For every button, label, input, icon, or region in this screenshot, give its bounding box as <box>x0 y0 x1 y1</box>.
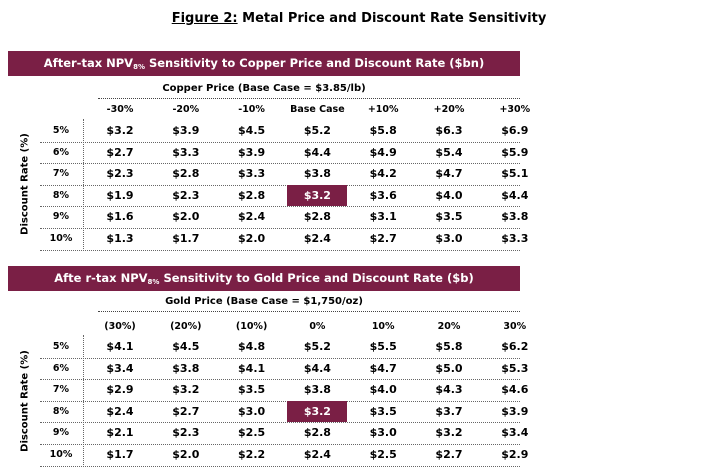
discount-rate-axis-label <box>10 121 40 247</box>
column-header: 0% <box>309 321 326 332</box>
banner-subscript: 8% <box>133 63 145 71</box>
copper-table-banner <box>8 51 520 76</box>
column-header: 30% <box>503 321 527 332</box>
table-cell: $1.3 <box>106 232 134 245</box>
row-header: 9% <box>52 427 70 439</box>
table-cell: $3.3 <box>238 167 266 181</box>
table-cell: $3.2 <box>435 426 463 440</box>
table-cell: $3.0 <box>435 232 463 245</box>
table-cell: $2.3 <box>172 426 200 440</box>
table-cell: $4.8 <box>238 340 266 353</box>
subheading-divider <box>98 98 520 99</box>
table-cell: $3.2 <box>172 383 200 397</box>
table-cell: $3.4 <box>501 426 529 440</box>
table-cell: $5.0 <box>435 361 463 375</box>
table-cell: $5.5 <box>369 340 397 353</box>
table-cell: $4.3 <box>435 383 463 397</box>
table-cell: $5.9 <box>501 145 529 159</box>
table-cell: $2.0 <box>172 210 200 224</box>
table-cell: $4.4 <box>303 145 331 159</box>
table-cell: $4.0 <box>435 188 463 202</box>
table-cell: $3.6 <box>369 188 397 202</box>
row-header: 9% <box>52 211 70 223</box>
table-cell: $2.4 <box>303 232 331 245</box>
table-cell: $3.9 <box>501 404 529 418</box>
row-header: 7% <box>52 384 70 396</box>
table-cell: $4.1 <box>106 340 134 353</box>
table-cell: $5.4 <box>435 145 463 159</box>
copper-price-subheading: Copper Price (Base Case = $3.85/lb) <box>162 83 366 94</box>
table-cell: $5.8 <box>435 340 463 353</box>
column-header: (10%) <box>235 321 268 332</box>
table-cell: $3.0 <box>238 404 266 418</box>
table-cell: $2.5 <box>238 426 266 440</box>
table-cell: $4.2 <box>369 167 397 181</box>
row-header: 8% <box>52 405 70 417</box>
table-cell: $1.7 <box>172 232 200 245</box>
table-cell: $3.3 <box>172 145 200 159</box>
column-header: +30% <box>499 104 531 115</box>
gold-table-banner <box>8 266 520 291</box>
row-header: 7% <box>52 168 70 180</box>
table-cell: $3.8 <box>501 210 529 224</box>
table-cell: $1.9 <box>106 188 134 202</box>
table-cell: $3.5 <box>435 210 463 224</box>
row-header: 8% <box>52 189 70 201</box>
base-case-cell: $3.2 <box>287 401 347 422</box>
column-header: (20%) <box>170 321 202 332</box>
table-cell: $3.7 <box>435 404 463 418</box>
row-header-divider <box>83 335 84 465</box>
row-divider <box>40 250 520 251</box>
row-divider <box>40 466 520 467</box>
table-cell: $6.3 <box>435 124 463 137</box>
table-cell: $3.9 <box>238 145 266 159</box>
table-cell: $2.2 <box>238 448 266 461</box>
copper-sensitivity-table <box>8 51 531 251</box>
column-header: -10% <box>238 104 265 115</box>
table-cell: $6.2 <box>501 340 529 353</box>
figure-title <box>0 11 718 26</box>
table-cell: $5.2 <box>303 340 331 353</box>
table-cell: $3.0 <box>369 426 397 440</box>
table-cell: $4.5 <box>238 124 266 137</box>
table-cell: $2.7 <box>172 404 200 418</box>
row-header: 5% <box>52 341 70 352</box>
discount-rate-axis-label <box>10 336 40 466</box>
column-header: +20% <box>433 104 465 115</box>
table-cell: $2.9 <box>106 383 134 397</box>
column-header: -30% <box>106 104 134 115</box>
table-cell: $2.8 <box>303 426 331 440</box>
axis-label-text: Discount Rate (%) <box>19 133 31 235</box>
banner-text-pre: After-tax NPV <box>43 56 134 70</box>
table-cell: $3.5 <box>369 404 397 418</box>
table-cell: $4.4 <box>501 188 529 202</box>
banner-text-pre: Afte r-tax NPV <box>54 271 148 285</box>
column-header: +10% <box>367 104 399 115</box>
table-cell: $6.9 <box>501 124 529 137</box>
table-cell: $2.7 <box>106 145 134 159</box>
base-case-cell: $3.2 <box>287 185 347 206</box>
column-header: 20% <box>437 321 461 332</box>
table-cell: $3.3 <box>501 232 529 245</box>
table-cell: $2.7 <box>435 448 463 461</box>
table-cell: $3.5 <box>238 383 266 397</box>
table-cell: $5.2 <box>303 124 331 137</box>
table-cell: $3.8 <box>303 167 331 181</box>
table-cell: $5.1 <box>501 167 529 181</box>
table-cell: $3.8 <box>303 383 331 397</box>
table-cell: $2.0 <box>172 448 200 461</box>
column-header: 10% <box>371 321 395 332</box>
subheading-divider <box>98 311 520 312</box>
gold-price-subheading: Gold Price (Base Case = $1,750/oz) <box>165 296 363 307</box>
table-cell: $2.8 <box>303 210 331 224</box>
table-cell: $2.5 <box>369 448 397 461</box>
table-cell: $2.8 <box>172 167 200 181</box>
banner-text-post: Sensitivity to Copper Price and Discount Rate ($bn) <box>144 56 485 70</box>
table-cell: $4.7 <box>435 167 463 181</box>
table-cell: $5.3 <box>501 361 529 375</box>
table-cell: $4.6 <box>501 383 529 397</box>
banner-text-post: Sensitivity to Gold Price and Discount Rate ($b) <box>159 271 474 285</box>
table-cell: $4.4 <box>303 361 331 375</box>
row-header: 6% <box>52 146 70 158</box>
column-header: -20% <box>172 104 200 115</box>
table-cell: $2.4 <box>303 448 331 461</box>
table-cell: $4.7 <box>369 361 397 375</box>
table-cell: $2.0 <box>238 232 266 245</box>
table-cell: $4.5 <box>172 340 200 353</box>
table-cell: $2.9 <box>501 448 529 461</box>
row-header: 10% <box>49 449 73 460</box>
table-cell: $4.9 <box>369 145 397 159</box>
table-cell: $2.7 <box>369 232 397 245</box>
axis-label-text: Discount Rate (%) <box>19 350 31 452</box>
table-cell: $1.6 <box>106 210 134 224</box>
table-cell: $2.4 <box>106 404 134 418</box>
table-cell: $4.1 <box>238 361 266 375</box>
row-header-divider <box>83 119 84 249</box>
table-cell: $2.3 <box>172 188 200 202</box>
table-cell: $2.4 <box>238 210 266 224</box>
table-cell: $3.1 <box>369 210 397 224</box>
table-cell: $3.4 <box>106 361 134 375</box>
column-header: (30%) <box>104 321 136 332</box>
row-header: 5% <box>52 125 70 136</box>
table-cell: $3.9 <box>172 124 200 137</box>
table-cell: $2.8 <box>238 188 266 202</box>
table-cell: $2.3 <box>106 167 134 181</box>
column-header: Base Case <box>290 104 345 115</box>
table-cell: $4.0 <box>369 383 397 397</box>
table-cell: $3.2 <box>106 124 134 137</box>
figure-label: Figure 2: <box>171 11 238 26</box>
row-header: 6% <box>52 362 70 374</box>
banner-subscript: 8% <box>147 278 160 286</box>
figure-title-text: Metal Price and Discount Rate Sensitivity <box>242 11 547 26</box>
table-cell: $1.7 <box>106 448 134 461</box>
table-cell: $5.8 <box>369 124 397 137</box>
table-cell: $3.8 <box>172 361 200 375</box>
gold-sensitivity-table <box>8 266 529 472</box>
table-cell: $2.1 <box>106 426 134 440</box>
row-header: 10% <box>49 233 73 244</box>
